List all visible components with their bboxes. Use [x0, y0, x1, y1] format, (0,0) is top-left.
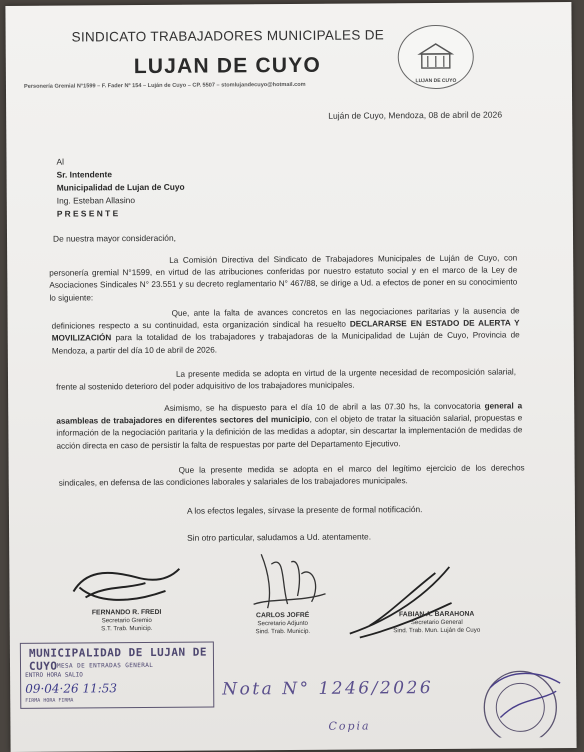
stamp-bottom-labels: FIRMA HORA FIRMA — [25, 698, 73, 704]
signature-jofre-mark — [241, 544, 331, 615]
paragraph-2 — [52, 305, 520, 357]
stamp-date-time: 09·04·26 11:53 — [25, 681, 117, 696]
letter-date: Luján de Cuyo, Mendoza, 08 de abril de 2026 — [328, 110, 502, 121]
closing-line-2: Sin otro particular, saludamos a Ud. atentamente. — [187, 531, 371, 542]
partial-round-stamp-mark — [470, 657, 571, 738]
stamp-title: MUNICIPALIDAD DE LUJAN DE CUYO — [29, 646, 213, 673]
paragraph-1-text: La Comisión Directiva del Sindicato de Trabajadores Municipales de Luján de Cuyo, con personería gremial N°1599, en virtud de las atribuciones conferidas por nuestro estatuto social y en el marco de la Ley de Asociaciones Sindicales N° 23.551 y su decreto reglamentario N° 467/88, se dirige a Ud. a efectos de poner en su conocimiento lo siguiente: — [49, 253, 517, 302]
paragraph-4 — [56, 400, 522, 452]
signature-role: Secretario General — [382, 619, 492, 628]
stamp-row-labels: ENTRO HORA SALIO — [25, 671, 83, 678]
closing-line-1: A los efectos legales, sírvase la presente de formal notificación. — [187, 504, 423, 516]
paragraph-5-text: Que la presente medida se adopta en el marco del legítimo ejercicio de los derechos sindicales, en defensa de las condiciones laborales y salariales de los trabajadores municipales. — [59, 463, 525, 487]
union-name: SINDICATO TRABAJADORES MUNICIPALES DE — [72, 27, 385, 44]
signature-block-barahona — [382, 611, 492, 636]
recipient-org: Municipalidad de Lujan de Cuyo — [57, 181, 185, 195]
seal-text: LUJAN DE CUYO — [399, 78, 473, 85]
recipient-block — [56, 155, 184, 221]
reception-stamp — [20, 642, 214, 709]
recipient-title: Sr. Intendente — [57, 168, 185, 182]
paragraph-3 — [56, 366, 516, 394]
recipient-name: Ing. Esteban Allasino — [57, 194, 185, 208]
signature-org: Sind. Trab. Municip. — [238, 628, 328, 637]
signature-block-fredi — [82, 609, 172, 634]
paragraph-2-text-c: para la totalidad de los trabajadores y trabajadoras de la Municipalidad de Luján de Cuyo, Provincia de Mendoza, a partir del día 10 de abril de 2026. — [52, 331, 520, 355]
signature-role: Secretario Adjunto — [238, 620, 328, 629]
recipient-presente: P R E S E N T E — [57, 207, 185, 221]
paragraph-4-text-a: Asimismo, se ha dispuesto para el día 10 de abril a las 07.30 hs, la convocatoria — [164, 402, 481, 413]
union-city: LUJAN DE CUYO — [134, 54, 321, 79]
union-seal-logo — [398, 25, 474, 90]
signature-name: FABIAN A. BARAHONA — [382, 611, 492, 620]
stamp-subtitle: MESA DE ENTRADAS GENERAL — [57, 662, 153, 670]
paragraph-2-bold: DECLARARSE EN ESTADO DE ALERTA Y MOVILIZACIÓN — [52, 319, 520, 343]
signature-role: Secretario Gremio — [82, 617, 172, 626]
paragraph-4-text-c: , con el objeto de tratar la situación salarial, propuestas e información de la negociación paritaria y la definición de las medidas a adoptar, sin descartar la implementación de medidas de acción directa en caso de persistir la falta de respuestas por parte del Departamento Ejecutivo. — [56, 414, 522, 451]
signature-org: S.T. Trab. Municip. — [82, 625, 172, 634]
header-info-line: Personería Gremial N°1599 – F. Fader Nº 154 – Luján de Cuyo – CP. 5507 – stomlujandecuyo@hotmail.com — [24, 82, 306, 90]
greeting: De nuestra mayor consideración, — [53, 233, 176, 244]
paragraph-4-bold: general a asambleas de trabajadores en diferentes sectores del municipio — [56, 401, 522, 425]
paragraph-5 — [59, 462, 525, 490]
signature-block-jofre — [238, 612, 328, 637]
handwritten-copia: Copia — [328, 719, 370, 732]
signature-name: CARLOS JOFRÉ — [238, 612, 328, 621]
signature-name: FERNANDO R. FREDI — [82, 609, 172, 618]
letter-sheet — [5, 2, 576, 752]
signature-fredi-mark — [65, 561, 185, 612]
paragraph-1 — [49, 252, 517, 304]
signature-org: Sind. Trab. Mun. Luján de Cuyo — [382, 627, 492, 636]
paragraph-2-text-a: Que, ante la falta de avances concretos en las negociaciones paritarias y la ausencia de definiciones respecto a su continuidad, esta organización sindical ha resuelto — [52, 306, 520, 330]
paragraph-3-text: La presente medida se adopta en virtud de la urgente necesidad de recomposición salarial, frente al sostenido deterioro del poder adquisitivo de los trabajadores municipales. — [56, 367, 516, 391]
seal-emblem-icon — [416, 40, 456, 74]
handwritten-note-number: Nota N° 1246/2026 — [222, 678, 433, 699]
recipient-al: Al — [56, 155, 184, 169]
